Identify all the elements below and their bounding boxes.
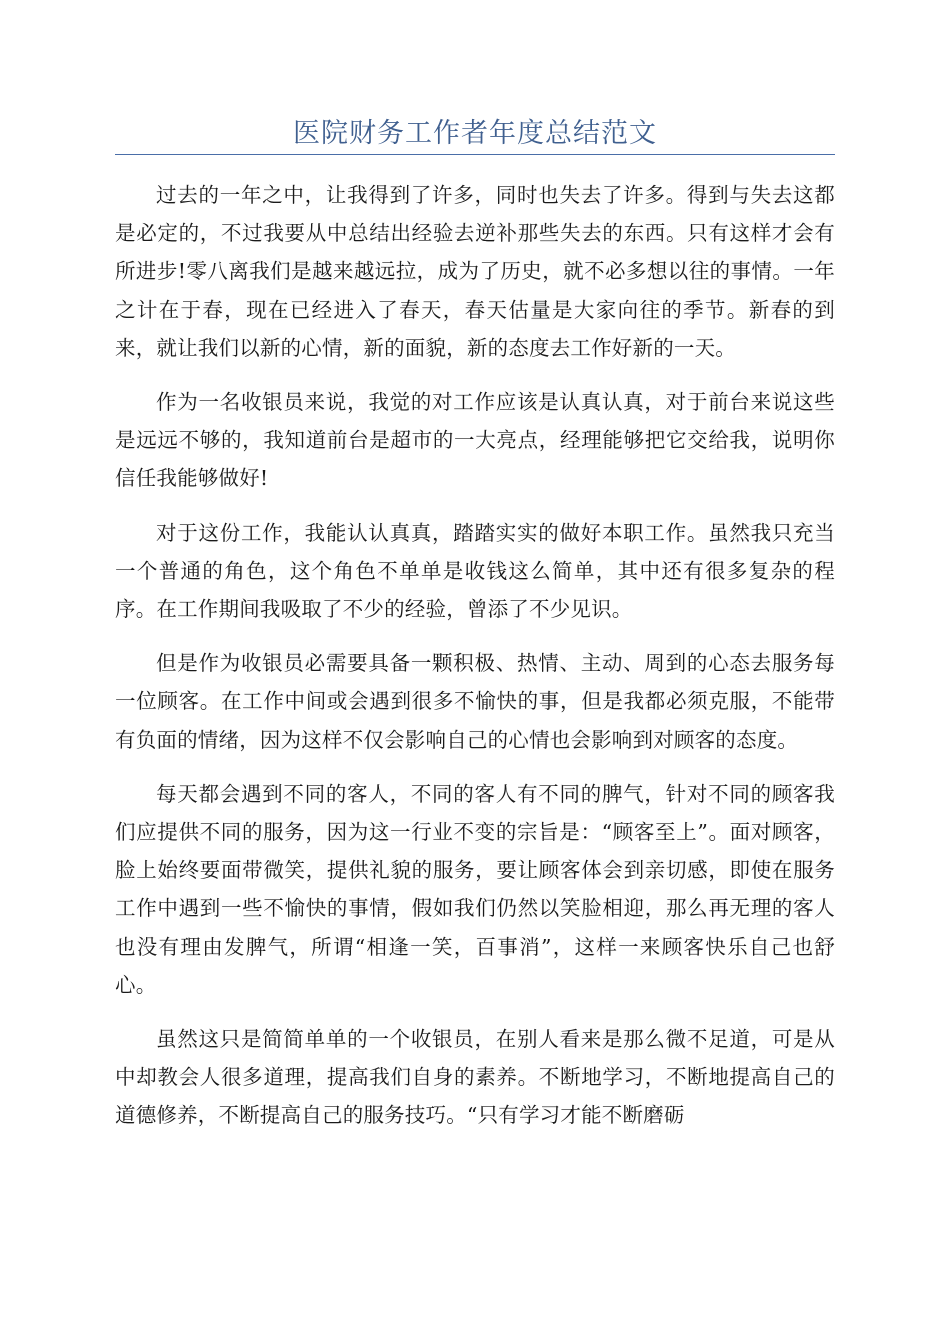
document-body [115,176,835,1151]
paragraph-1: 过去的一年之中，让我得到了许多，同时也失去了许多。得到与失去这都是必定的，不过我要从中总结出经验去逆补那些失去的东西。只有这样才会有所进步!零八离我们是越来越远拉，成为了历史，就不必多想以往的事情。一年之计在于春，现在已经进入了春天，春天估量是大家向往的季节。新春的到来，就让我们以新的心情，新的面貌，新的态度去工作好新的一天。 [115,183,835,360]
paragraph-3: 对于这份工作，我能认认真真，踏踏实实的做好本职工作。虽然我只充当一个普通的角色，这个角色不单单是收钱这么简单，其中还有很多复杂的程序。在工作期间我吸取了不少的经验，曾添了不少见识。 [115,520,835,622]
title-underline [115,154,835,155]
paragraph-4: 但是作为收银员必需要具备一颗积极、热情、主动、周到的心态去服务每一位顾客。在工作中间或会遇到很多不愉快的事，但是我都必须克服，不能带有负面的情绪，因为这样不仅会影响自己的心情也会影响到对顾客的态度。 [115,651,835,752]
paragraph-2: 作为一名收银员来说，我觉的对工作应该是认真认真，对于前台来说这些是远远不够的，我知道前台是超市的一大亮点，经理能够把它交给我，说明你信任我能够做好! [115,390,835,491]
paragraph-5: 每天都会遇到不同的客人，不同的客人有不同的脾气，针对不同的顾客我们应提供不同的服务，因为这一行业不变的宗旨是：“顾客至上”。面对顾客，脸上始终要面带微笑，提供礼貌的服务，要让顾客体会到亲切感，即使在服务工作中遇到一些不愉快的事情，假如我们仍然以笑脸相迎，那么再无理的客人也没有理由发脾气，所谓“相逢一笑，百事消”，这样一来顾客快乐自己也舒心。 [115,781,835,997]
document-title: 医院财务工作者年度总结范文 [293,118,657,149]
paragraph-6: 虽然这只是简简单单的一个收银员，在别人看来是那么微不足道，可是从中却教会人很多道理，提高我们自身的素养。不断地学习，不断地提高自己的道德修养，不断提高自己的服务技巧。“只有学习才能不断磨砺 [115,1027,835,1128]
